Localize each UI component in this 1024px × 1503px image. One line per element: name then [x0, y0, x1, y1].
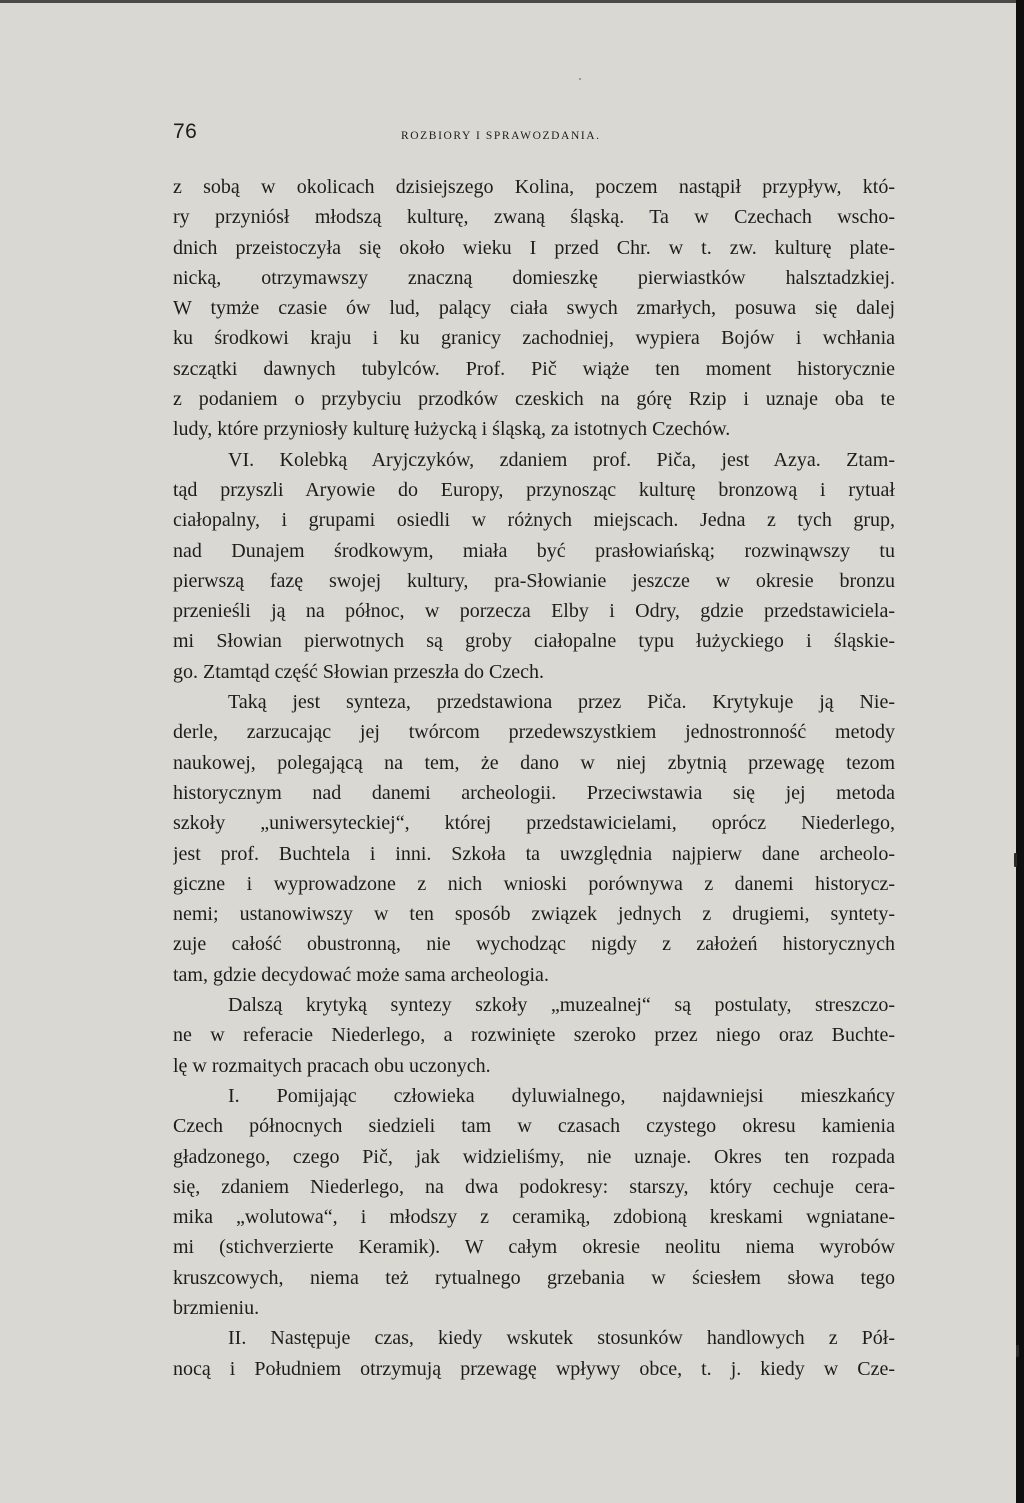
- text-line: nocą i Południem otrzymują przewagę wpływy obce, t. j. kiedy w Cze-: [173, 1357, 895, 1380]
- text-line: z podaniem o przybyciu przodków czeskich na górę Rzip i uznaje oba te: [173, 388, 895, 411]
- paragraph-start-line: Dalszą krytyką syntezy szkoły „muzealnej“ są postulaty, streszczo-: [228, 994, 895, 1017]
- text-line: nad Dunajem środkowym, miała być prasłowiańską; rozwinąwszy tu: [173, 539, 895, 562]
- paragraph-start-line: VI. Kolebką Aryjczyków, zdaniem prof. Piča, jest Azya. Ztam-: [228, 448, 895, 471]
- text-line: mi Słowian pierwotnych są groby ciałopalne typu łużyckiego i śląskie-: [173, 630, 895, 653]
- text-line: tam, gdzie decydować może sama archeologia.: [173, 963, 549, 986]
- text-line: nicką, otrzymawszy znaczną domieszkę pierwiastków halsztadzkiej.: [173, 266, 895, 289]
- text-line: pierwszą fazę swojej kultury, pra-Słowianie jeszcze w okresie bronzu: [173, 569, 895, 592]
- margin-mark: [1014, 853, 1017, 867]
- text-line: ciałopalny, i grupami osiedli w różnych miejscach. Jedna z tych grup,: [173, 509, 895, 532]
- text-line: mika „wolutowa“, i młodszy z ceramiką, zdobioną kreskami wgniatane-: [173, 1206, 895, 1229]
- text-line: giczne i wyprowadzone z nich wnioski porównywa z danemi historycz-: [173, 872, 895, 895]
- text-line: mi (stichverzierte Keramik). W całym okresie neolitu niema wyrobów: [173, 1236, 895, 1259]
- text-line: szczątki dawnych tubylców. Prof. Pič wiąże ten moment historycznie: [173, 357, 895, 380]
- text-line: ry przyniósł młodszą kulturę, zwaną śląską. Ta w Czechach wscho-: [173, 206, 895, 229]
- page-number: 76: [173, 120, 198, 143]
- paper-speck: [579, 78, 581, 80]
- text-line: jest prof. Buchtela i inni. Szkoła ta uwzględnia najpierw dane archeolo-: [173, 842, 895, 865]
- scan-edge-top: [0, 0, 1024, 3]
- paragraph-start-line: I. Pomijając człowieka dyluwialnego, najdawniejsi mieszkańcy: [228, 1084, 895, 1107]
- text-line: Czech północnych siedzieli tam w czasach czystego okresu kamienia: [173, 1115, 895, 1138]
- book-page: [173, 120, 895, 1384]
- text-line: naukowej, polegającą na tem, że dano w niej zbytnią przewagę tezom: [173, 751, 895, 774]
- text-line: ku środkowi kraju i ku granicy zachodniej, wypiera Bojów i wchłania: [173, 327, 895, 350]
- running-head: [173, 120, 895, 150]
- text-line: dnich przeistoczyła się około wieku I przed Chr. w t. zw. kulturę plate-: [173, 236, 895, 259]
- text-line: lę w rozmaitych pracach obu uczonych.: [173, 1054, 491, 1077]
- paragraph-start-line: II. Następuje czas, kiedy wskutek stosunków handlowych z Pół-: [228, 1327, 895, 1350]
- text-line: derle, zarzucając jej twórcom przedewszystkiem jednostronność metody: [173, 721, 895, 744]
- text-line: go. Ztamtąd część Słowian przeszła do Czech.: [173, 660, 544, 683]
- text-line: gładzonego, czego Pič, jak widzieliśmy, nie uznaje. Okres ten rozpada: [173, 1145, 895, 1168]
- text-line: się, zdaniem Niederlego, na dwa podokresy: starszy, który cechuje cera-: [173, 1175, 895, 1198]
- paragraph-start-line: Taką jest synteza, przedstawiona przez Piča. Krytykuje ją Nie-: [228, 691, 895, 714]
- running-title: ROZBIORY I SPRAWOZDANIA.: [401, 130, 601, 142]
- text-line: z sobą w okolicach dzisiejszego Kolina, poczem nastąpił przypływ, któ-: [173, 176, 895, 198]
- text-line: zuje całość obustronną, nie wychodząc nigdy z założeń historycznych: [173, 933, 895, 956]
- body-text: [173, 172, 895, 1384]
- text-line: W tymże czasie ów lud, palący ciała swych zmarłych, posuwa się dalej: [173, 297, 895, 320]
- text-line: historycznym nad danemi archeologii. Przeciwstawia się jej metoda: [173, 781, 895, 804]
- margin-mark: [1016, 1345, 1019, 1357]
- text-line: tąd przyszli Aryowie do Europy, przynosząc kulturę bronzową i rytuał: [173, 478, 895, 501]
- text-line: kruszcowych, niema też rytualnego grzebania w ściesłem słowa tego: [173, 1266, 895, 1289]
- text-line: szkoły „uniwersyteckiej“, której przedstawicielami, oprócz Niederlego,: [173, 812, 895, 835]
- text-line: ne w referacie Niederlego, a rozwinięte szeroko przez niego oraz Buchte-: [173, 1024, 895, 1047]
- text-line: ludy, które przyniosły kulturę łużycką i śląską, za istotnych Czechów.: [173, 418, 731, 441]
- text-line: nemi; ustanowiwszy w ten sposób związek jednych z drugiemi, syntety-: [173, 903, 895, 926]
- text-line: brzmieniu.: [173, 1296, 260, 1319]
- text-line: przenieśli ją na północ, w porzecza Elby i Odry, gdzie przedstawiciela-: [173, 600, 895, 623]
- scan-edge-right: [1016, 0, 1024, 1503]
